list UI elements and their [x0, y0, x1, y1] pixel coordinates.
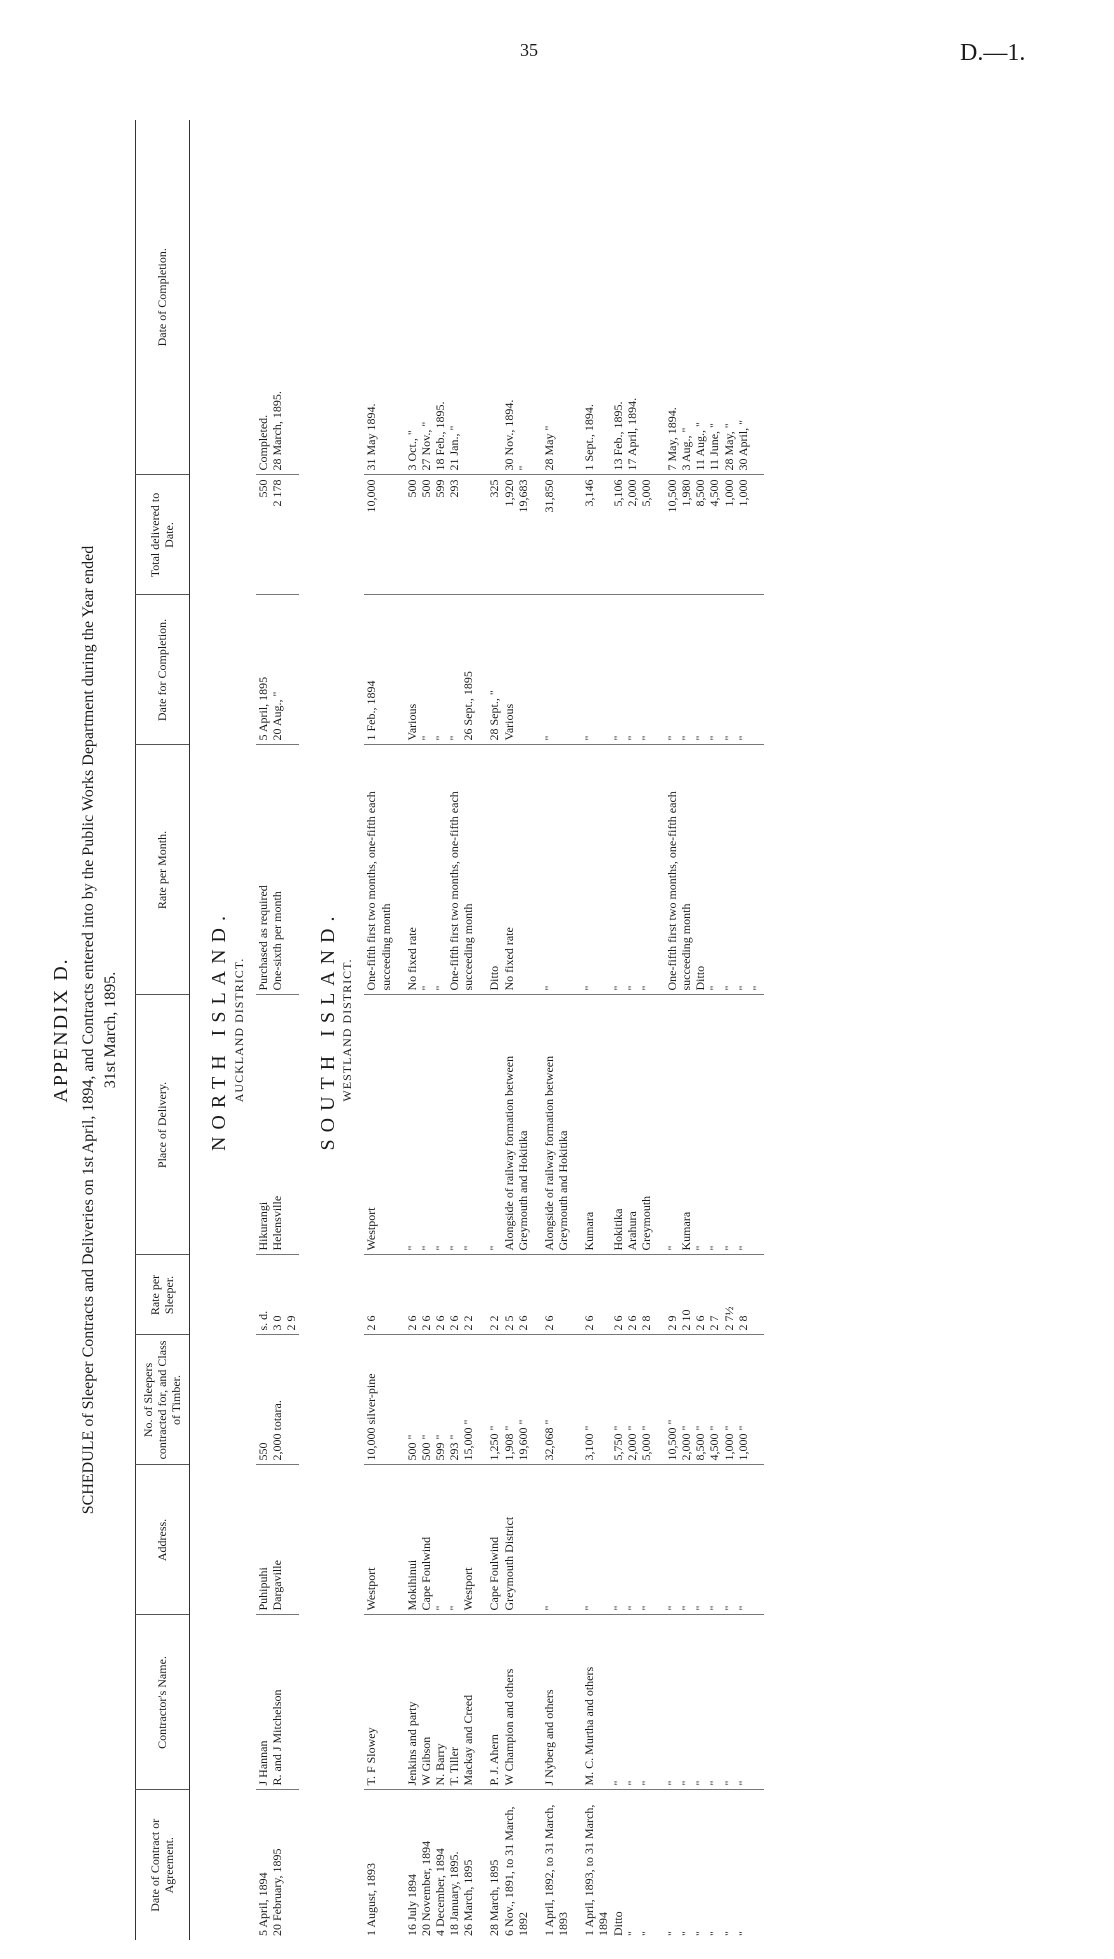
spacer-row — [530, 120, 542, 1940]
cell-total: 325 1,920 19,683 — [487, 475, 529, 595]
cell-address: " " " " " " — [665, 1465, 764, 1615]
header-date-contract: Date of Contract or Agreement. — [136, 1790, 190, 1940]
cell-rate: 2 9 2 10 2 6 2 7 2 7½ 2 8 — [665, 1255, 764, 1335]
header-total-delivered: Total delivered to Date. — [136, 475, 190, 595]
island-heading-row — [299, 120, 341, 1940]
cell-address: Mokihinui Cape Foulwind " " Westport — [405, 1465, 476, 1615]
header-sleepers: No. of Sleepers contracted for, and Class of Timber. — [136, 1335, 190, 1465]
cell-total: 31,850 — [542, 475, 570, 595]
header-place: Place of Delivery. — [136, 995, 190, 1255]
cell-address: Puhipuhi Dargaville — [256, 1465, 298, 1615]
cell-completed: 31 May 1894. — [364, 403, 379, 471]
cell-address: " " " " — [582, 1465, 653, 1615]
cell-rate: 2 6 — [542, 1255, 570, 1335]
table-row — [665, 120, 764, 1940]
district-heading: WESTLAND DISTRICT. — [340, 958, 355, 1102]
cell-rate: 2 6 — [364, 1255, 392, 1335]
cell-completed: 7 May, 1894. 3 Aug., " 11 Aug., " 11 June, " 28 May, " 30 April, " — [665, 407, 750, 471]
spacer-row — [475, 120, 487, 1940]
cell-place: " " " " " — [405, 995, 476, 1255]
cell-rate-month: Ditto No fixed rate — [487, 745, 529, 995]
cell-sleepers: 550 2,000 totara. — [256, 1335, 298, 1465]
cell-completed: 30 Nov., 1894. " — [501, 399, 530, 471]
cell-completed: 28 May " — [541, 425, 556, 471]
cell-sleepers: 10,500 " 2,000 " 8,500 " 4,500 " 1,000 " 1,000 " — [665, 1335, 764, 1465]
cell-completed: 3 Oct., " 27 Nov., " 18 Feb., 1895. 21 Jan., " — [404, 401, 462, 471]
table-row — [582, 120, 653, 1940]
header-contractor: Contractor's Name. — [136, 1615, 190, 1790]
header-date-completed: Date of Completion. — [136, 120, 190, 475]
schedule-subtitle: SCHEDULE of Sleeper Contracts and Deliveries on 1st April, 1894, and Contracts entered into by the Public Works Department during the Year ended — [80, 545, 97, 1515]
cell-place: Kumara Hokitika Arahura Greymouth — [582, 995, 653, 1255]
table-row — [256, 120, 298, 1940]
header-date-completion-due: Date for Completion. — [136, 595, 190, 745]
cell-due: 28 Sept., " Various — [487, 595, 529, 745]
table-row — [487, 120, 529, 1940]
header-rate-sleeper: Rate per Sleeper. — [136, 1255, 190, 1335]
cell-date: 1 April, 1892, to 31 March, 1893 — [542, 1790, 570, 1940]
cell-completed: Completed. 28 March, 1895. — [256, 391, 285, 471]
cell-date: 1 April, 1893, to 31 March, 1894 Ditto " " — [582, 1790, 653, 1940]
cell-address: Cape Foulwind Greymouth District — [487, 1465, 529, 1615]
cell-rate-month: One-fifth first two months, one-fifth each succeeding month — [364, 745, 392, 995]
cell-rate: 2 2 2 5 2 6 — [487, 1255, 529, 1335]
cell-date: " " " " " " — [665, 1790, 764, 1940]
cell-contractor: J Hannan R. and J Mitchelson — [256, 1615, 298, 1790]
document-code: D.—1. — [960, 40, 1026, 66]
cell-place: Westport — [364, 995, 392, 1255]
cell-date: 1 August, 1893 — [364, 1790, 392, 1940]
spacer-row — [653, 120, 665, 1940]
spacer-row — [393, 120, 405, 1940]
cell-sleepers: 500 " 500 " 599 " 293 " 15,000 " — [405, 1335, 476, 1465]
cell-date: 28 March, 1895 6 Nov., 1891, to 31 March, 1892 — [487, 1790, 529, 1940]
cell-contractor: T. F Slowey — [364, 1615, 392, 1790]
island-heading-row — [190, 120, 232, 1940]
cell-contractor: P. J. Ahern W Champion and others — [487, 1615, 529, 1790]
cell-rate-month: " — [542, 745, 570, 995]
island-heading: NORTH ISLAND. — [208, 909, 231, 1152]
cell-completed: 1 Sept., 1894. 13 Feb., 1895. 17 April, 1894. — [582, 397, 639, 471]
cell-rate: 2 6 2 6 2 6 2 8 — [582, 1255, 653, 1335]
cell-rate: s. d. 3 0 2 9 — [256, 1255, 298, 1335]
cell-sleepers: 1,250 " 1,908 " 19,600 " — [487, 1335, 529, 1465]
cell-due: 5 April, 1895 20 Aug., " — [256, 595, 298, 745]
cell-place: Hikurangi Helensville — [256, 995, 298, 1255]
cell-rate-month: One-fifth first two months, one-fifth each succeeding month Ditto " " " " — [665, 745, 764, 995]
cell-rate: 2 6 2 6 2 6 2 6 2 2 — [405, 1255, 476, 1335]
cell-total: 10,000 — [364, 475, 392, 595]
spacer-row — [570, 120, 582, 1940]
table-row — [542, 120, 570, 1940]
cell-total: 3,146 5,106 2,000 5,000 — [582, 475, 653, 595]
rotated-schedule-page — [50, 120, 1050, 1940]
cell-total: 10,500 1,980 8,500 4,500 1,000 1,000 — [665, 475, 764, 595]
cell-due: " " " " — [582, 595, 653, 745]
cell-address: " — [542, 1465, 570, 1615]
cell-sleepers: 3,100 " 5,750 " 2,000 " 5,000 " — [582, 1335, 653, 1465]
cell-rate-month: No fixed rate " " One-fifth first two months, one-fifth each succeeding month — [405, 745, 476, 995]
district-heading: AUCKLAND DISTRICT. — [231, 957, 246, 1103]
table-row — [405, 120, 476, 1940]
cell-date: 5 April, 1894 20 February, 1895 — [256, 1790, 298, 1940]
page-number: 35 — [520, 40, 538, 60]
appendix-title: APPENDIX D. — [50, 957, 72, 1103]
schedule-subtitle-date: 31st March, 1895. — [102, 971, 119, 1089]
cell-contractor: Jenkins and party W Gibson N. Barry T. Tiller Mackay and Creed — [405, 1615, 476, 1790]
cell-due: Various " " " 26 Sept., 1895 — [405, 595, 476, 745]
district-heading-row — [232, 120, 256, 1940]
cell-contractor: " " " " " " — [665, 1615, 764, 1790]
cell-place: " Alongside of railway formation between Greymouth and Hokitika — [487, 995, 529, 1255]
header-rate-month: Rate per Month. — [136, 745, 190, 995]
island-heading: SOUTH ISLAND. — [316, 909, 339, 1151]
cell-rate-month: Purchased as required One-sixth per month — [256, 745, 298, 995]
cell-sleepers: 10,000 silver-pine — [364, 1335, 392, 1465]
table-header-row — [136, 120, 190, 1940]
cell-total: 500 500 599 293 — [405, 475, 476, 595]
cell-place: Alongside of railway formation between Greymouth and Hokitika — [542, 995, 570, 1255]
cell-date: 16 July 1894 20 November, 1894 4 December, 1894 18 January, 1895. 26 March, 1895 — [405, 1790, 476, 1940]
cell-rate-month: " " " " — [582, 745, 653, 995]
cell-contractor: M. C. Murtha and others " " " — [582, 1615, 653, 1790]
table-row — [364, 120, 392, 1940]
cell-due: " — [542, 595, 570, 745]
district-heading-row — [340, 120, 364, 1940]
cell-total: 550 2 178 — [256, 475, 298, 595]
cell-contractor: J Nyberg and others — [542, 1615, 570, 1790]
cell-due: 1 Feb., 1894 — [364, 595, 392, 745]
cell-place: " Kumara " " " " — [665, 995, 764, 1255]
header-address: Address. — [136, 1465, 190, 1615]
sleeper-contracts-table — [135, 120, 764, 1940]
cell-address: Westport — [364, 1465, 392, 1615]
cell-sleepers: 32,068 " — [542, 1335, 570, 1465]
cell-due: " " " " " " — [665, 595, 764, 745]
